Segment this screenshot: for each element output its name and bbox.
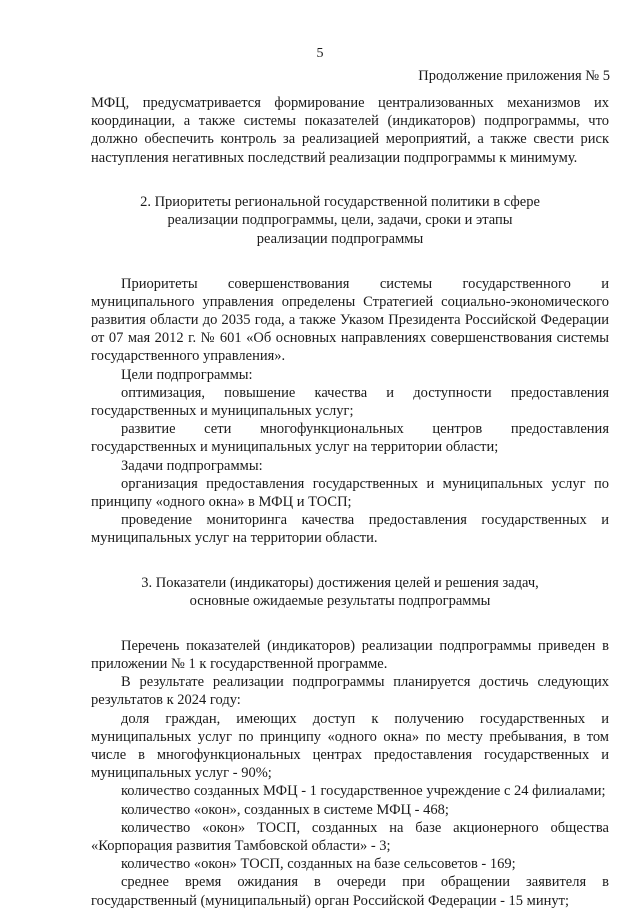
result-item: доля граждан, имеющих доступ к получению государственных и муниципальных услуг по принципу «одного окна» по месту пребывания, в том числе в многофункциональных центрах предоставления государственных и муниципальных услуг - 90%; <box>91 710 609 782</box>
intro-paragraph: МФЦ, предусматривается формирование централизованных механизмов их координации, а также системы показателей (индикаторов) подпрограммы, что должно обеспечить контроль за реализацией мероприятий, а также свести риск наступления негативных последствий реализации подпрограммы к минимуму. <box>91 95 609 166</box>
result-item: количество созданных МФЦ - 1 государственное учреждение с 24 филиалами; <box>121 783 606 800</box>
appendix-continuation-note: Продолжение приложения № 5 <box>418 68 610 84</box>
task-item: проведение мониторинга качества предоставления государственных и муниципальных услуг на территории области. <box>91 512 609 547</box>
section-2-heading-line: 2. Приоритеты региональной государственной политики в сфере <box>140 193 540 210</box>
page-number: 5 <box>316 46 324 61</box>
section-2-heading <box>91 193 609 249</box>
task-item: организация предоставления государственных и муниципальных услуг по принципу «одного окна» в МФЦ и ТОСП; <box>91 475 609 511</box>
section-2-heading-line: реализации подпрограммы, цели, задачи, сроки и этапы <box>167 212 513 229</box>
section-3-heading-line: основные ожидаемые результаты подпрограммы <box>189 593 491 610</box>
goal-item: развитие сети многофункциональных центров предоставления государственных и муниципальных услуг на территории области; <box>91 421 609 456</box>
tasks-label: Задачи подпрограммы: <box>121 457 263 474</box>
result-item: количество «окон» ТОСП, созданных на базе акционерного общества «Корпорация развития Тамбовской области» - 3; <box>91 819 609 855</box>
section-2-heading-line: реализации подпрограммы <box>256 231 424 247</box>
section-3-heading <box>91 574 609 611</box>
result-item: количество «окон» ТОСП, созданных на базе сельсоветов - 169; <box>121 856 516 873</box>
document-body <box>91 94 609 910</box>
indicators-reference-paragraph: Перечень показателей (индикаторов) реализации подпрограммы приведен в приложении № 1 к государственной программе. <box>91 637 609 673</box>
goal-item: оптимизация, повышение качества и доступности предоставления государственных и муниципальных услуг; <box>91 384 609 420</box>
section-3-heading-line: 3. Показатели (индикаторы) достижения целей и решения задач, <box>141 574 539 591</box>
results-intro-paragraph: В результате реализации подпрограммы планируется достичь следующих результатов к 2024 году: <box>91 674 609 709</box>
result-item: среднее время ожидания в очереди при обращении заявителя в государственный (муниципальный) орган Российской Федерации - 15 минут; <box>91 874 609 909</box>
priorities-paragraph: Приоритеты совершенствования системы государственного и муниципального управления определены Стратегией социально-экономического развития области до 2035 года, а также Указом Президента Российской Федерации от 07 мая 2012 г. № 601 «Об основных направлениях совершенствования системы государственного управления». <box>91 275 609 365</box>
goals-label: Цели подпрограммы: <box>121 366 253 383</box>
result-item: количество «окон», созданных в системе МФЦ - 468; <box>121 801 449 818</box>
